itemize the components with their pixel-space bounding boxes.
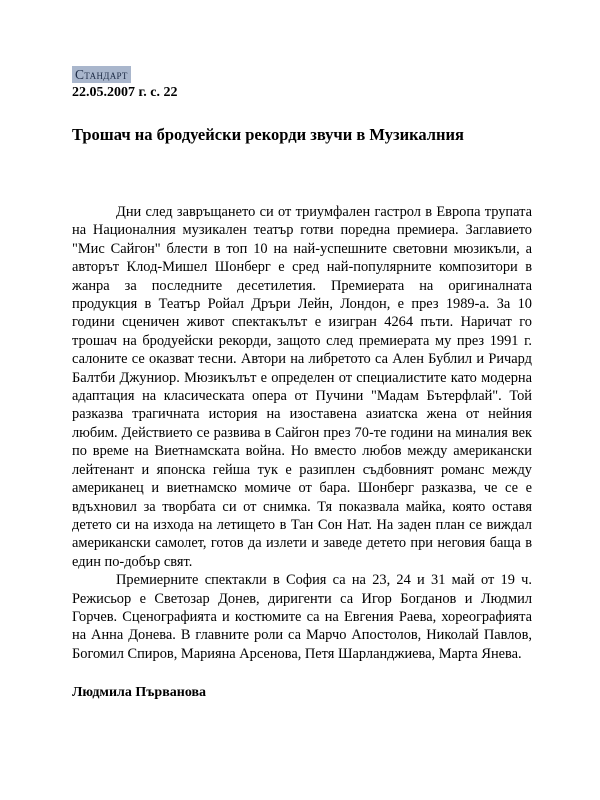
dateline: 22.05.2007 г. с. 22 [72, 85, 178, 100]
headline: Трошач на бродуейски рекорди звучи в Музикалния [72, 125, 464, 144]
author-byline: Людмила Първанова [72, 685, 207, 701]
paragraph: Премиерните спектакли в София са на 23, 24 и 31 май от 19 ч. Режисьор е Светозар Донев, диригенти са Игор Богданов и Людмил Горчев. Сценографията и костюмите са на Евгения Раева, хореографията на Анна Донева. В главните роли са Марчо Апостолов, Николай Павлов, Богомил Спиров, Марияна Арсенова, Петя Шарланджиева, Марта Янева. [72, 572, 532, 662]
article-body [72, 203, 532, 663]
source-label: Стандарт [72, 66, 131, 83]
document-page [72, 66, 532, 701]
paragraph: Дни след завръщането си от триумфален гастрол в Европа трупата на Националния музикален театър готви поредна премиера. Заглавието "Мис Сайгон" блести в топ 10 на най-успешните световни мюзикъли, а авторът Клод-Мишел Шонберг е сред най-популярните композитори в жанра за последните десетилетия. Премиерата на оригиналната продукция в Театър Ройал Дръри Лейн, Лондон, е през 1989-а. За 10 години сценичен живот спектакълът е изигран 4264 пъти. Наричат го трошач на бродуейски рекорди, защото след премиерата му през 1991 г. салоните се оказват тесни. Автори на либретото са Ален Бублил и Ричард Балтби Джуниор. Мюзикълът е определен от специалистите като модерна адаптация на класическата опера от Пучини "Мадам Бътерфлай". Той разказва трагичната история на изоставена азиатска жена от нейния любим. Действието се развива в Сайгон през 70-те години на миналия век по време на Виетнамската война. Но вместо любов между американски лейтенант и японска гейша тук е разиплен съдбовният романс между американец и виетнамско момиче от бара. Шонберг разказва, че се е вдъхновил за творбата си от снимка. Тя показвала майка, която оставя детето си на изхода на летището в Тан Сон Нат. На заден план се виждал американски самолет, готов да излети и заведе детето при неговия баща в един по-добър свят. [72, 204, 532, 570]
